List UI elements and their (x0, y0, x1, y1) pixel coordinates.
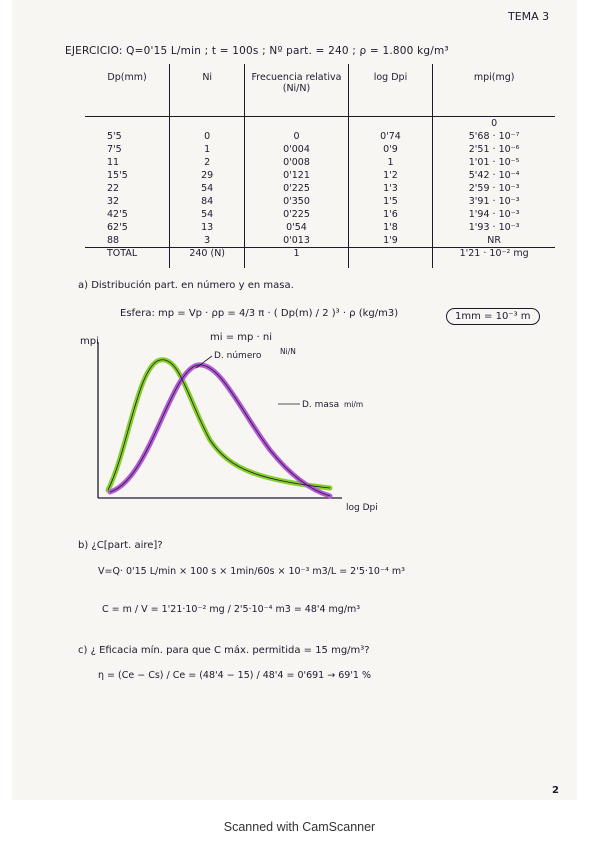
table-row (85, 182, 555, 195)
total-ni: 240 (N) (170, 248, 245, 269)
table-cell: 0'9 (348, 143, 433, 156)
volume-equation: V=Q· 0'15 L/min × 100 s × 1min/60s × 10⁻³ m3/L = 2'5·10⁻⁴ m³ (98, 566, 405, 577)
table-cell: 0'225 (245, 208, 348, 221)
legend-number: D. número (214, 351, 262, 361)
table-row (85, 208, 555, 221)
table-cell: 5'5 (107, 131, 122, 142)
table-cell: 62'5 (107, 222, 128, 233)
table-cell: 84 (170, 195, 245, 208)
table-cell: 0'54 (245, 221, 348, 234)
table-cell: 15'5 (107, 170, 128, 181)
concentration-equation: C = m / V = 1'21·10⁻² mg / 2'5·10⁻⁴ m3 = 48'4 mg/m³ (102, 604, 361, 615)
table-cell: 42'5 (107, 209, 128, 220)
mass-per-class-formula: mi = mp · ni (210, 332, 272, 343)
particle-table (85, 64, 555, 268)
x-axis-label: log Dpi (346, 503, 378, 513)
table-row (85, 234, 555, 248)
table-cell: 3'91 · 10⁻³ (433, 195, 555, 208)
table-cell (85, 117, 170, 131)
unit-conversion-note: 1mm = 10⁻³ m (446, 308, 540, 325)
table-cell: 3 (170, 234, 245, 248)
scanner-footer: Scanned with CamScanner (223, 820, 376, 834)
table-cell: 0 (245, 130, 348, 143)
table-cell: 0'004 (245, 143, 348, 156)
legend-mass: D. masa (302, 400, 340, 410)
table-cell: 11 (107, 157, 120, 168)
table-cell: 0 (170, 130, 245, 143)
table-cell: 29 (170, 169, 245, 182)
table-cell: 0'350 (245, 195, 348, 208)
header-logdp: log Dpi (348, 64, 433, 117)
table-cell: 22 (107, 183, 120, 194)
legend-mass-fraction: mi/m (344, 400, 364, 409)
header-dp: Dp(mm) (85, 64, 170, 117)
table-cell: 1'2 (348, 169, 433, 182)
sphere-mass-formula: Esfera: mp = Vp · ρp = 4/3 π · ( Dp(m) / 2 )³ · ρ (kg/m3) (120, 308, 399, 319)
table-row (85, 221, 555, 234)
header-mass: mpi(mg) (433, 64, 555, 117)
table-cell: 0'013 (245, 234, 348, 248)
table-cell (348, 117, 433, 131)
total-mass: 1'21 · 10⁻² mg (433, 248, 555, 269)
y-axis-label: mpi (80, 336, 99, 347)
table-row (85, 156, 555, 169)
legend-number-fraction: Ni/N (280, 347, 296, 356)
table-cell: 1'94 · 10⁻³ (433, 208, 555, 221)
distribution-sketch (80, 330, 380, 520)
table-cell: 0'121 (245, 169, 348, 182)
total-label: TOTAL (85, 248, 170, 269)
table-cell: 54 (170, 208, 245, 221)
table-cell: 7'5 (107, 144, 122, 155)
table-cell: 32 (107, 196, 120, 207)
table-cell: 54 (170, 182, 245, 195)
header-freq: Frecuencia relativa (Ni/N) (245, 64, 348, 117)
header-tag: TEMA 3 (508, 10, 550, 23)
efficiency-equation: η = (Ce − Cs) / Ce = (48'4 − 15) / 48'4 = 0'691 → 69'1 % (98, 670, 372, 681)
table-cell: 1 (348, 156, 433, 169)
part-c-title: c) ¿ Eficacia mín. para que C máx. permitida = 15 mg/m³? (78, 645, 370, 656)
table-cell: 1'5 (348, 195, 433, 208)
part-a-title: a) Distribución part. en número y en masa. (78, 280, 294, 291)
exercise-statement: EJERCICIO: Q=0'15 L/min ; t = 100s ; Nº part. = 240 ; ρ = 1.800 kg/m³ (65, 45, 449, 57)
table-cell: 5'42 · 10⁻⁴ (433, 169, 555, 182)
table-cell: 0'225 (245, 182, 348, 195)
table-cell: 0'74 (348, 130, 433, 143)
total-freq: 1 (245, 248, 348, 269)
table-cell: 2'51 · 10⁻⁶ (433, 143, 555, 156)
table-row (85, 143, 555, 156)
table-cell: 1 (170, 143, 245, 156)
table-cell: 5'68 · 10⁻⁷ (433, 130, 555, 143)
table-cell: 1'93 · 10⁻³ (433, 221, 555, 234)
table-row (85, 130, 555, 143)
header-ni: Ni (170, 64, 245, 117)
table-cell (170, 117, 245, 131)
table-cell: NR (433, 234, 555, 248)
part-b-title: b) ¿C[part. aire]? (78, 540, 163, 551)
table-cell (245, 117, 348, 131)
table-row (85, 117, 555, 131)
table-cell: 1'6 (348, 208, 433, 221)
table-cell: 1'8 (348, 221, 433, 234)
table-cell: 13 (170, 221, 245, 234)
table-cell: 2'59 · 10⁻³ (433, 182, 555, 195)
table-cell: 1'3 (348, 182, 433, 195)
table-cell: 2 (170, 156, 245, 169)
table-cell: 88 (107, 235, 120, 246)
table-row (85, 195, 555, 208)
page-number: 2 (552, 785, 559, 796)
table-cell: 0 (433, 117, 555, 131)
table-cell: 1'01 · 10⁻⁵ (433, 156, 555, 169)
table-cell: 1'9 (348, 234, 433, 248)
table-row (85, 169, 555, 182)
table-cell: 0'008 (245, 156, 348, 169)
